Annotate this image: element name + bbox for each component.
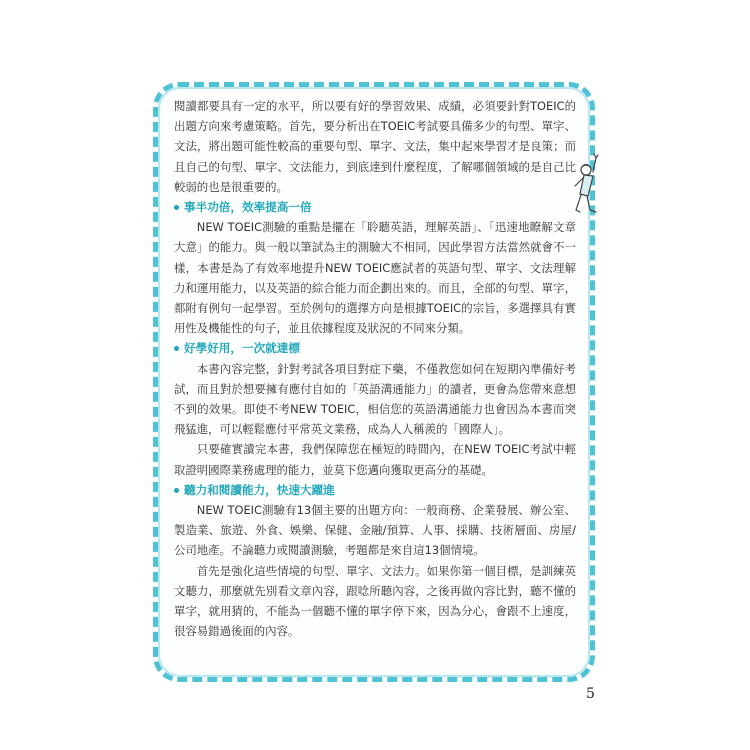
bullet-dot-icon xyxy=(174,346,179,351)
body-paragraph: NEW TOEIC測驗的重點是擺在「聆聽英語，理解英語」、「迅速地瞭解文章大意」的能力。與一般以筆試為主的測驗大不相同，因此學習方法當然就會不一樣，本書是為了有效率地提升NEW TOEIC應試者的英語句型、單字、文法理解力和運用能力，以及英語的綜合能力而企劃出來的。而且，全部的句型、單字，都附有例句一起學習。至於例句的選擇方向是根據TOEIC的宗旨，多選擇具有實用性及機能性的句子，並且依據程度及狀況的不同來分類。 xyxy=(174,220,576,336)
bullet-dot-icon xyxy=(174,488,179,493)
body-paragraph: 只要確實讀完本書，我們保障您在極短的時間內，在NEW TOEIC考試中輕取證明國際業務處理的能力，並莫下您邁向獲取更高分的基礎。 xyxy=(174,442,576,477)
bullet-dot-icon xyxy=(174,205,179,210)
cheering-person-icon xyxy=(566,150,610,230)
body-paragraph: 本書內容完整，針對考試各項目對症下藥，不僅教您如何在短期內準備好考試，而且對於想要擁有應付自如的「英語溝通能力」的讀者，更會為您帶來意想不到的效果。即使不考NEW TOEIC，相信您的英語溝通能力也會因為本書而突飛猛進，可以輕鬆應付平常英文業務，成為人人稱羨的「國際人」。 xyxy=(174,361,576,437)
section-heading-text: 好學好用，一次就達標 xyxy=(184,341,300,356)
section-heading xyxy=(174,338,576,358)
section-heading xyxy=(174,197,576,217)
body-paragraph: 首先是強化這些情境的句型、單字、文法力。如果你第一個目標，是訓練英文聽力，那麼就先別看文章內容，跟唸所聽內容，之後再做內容比對，聽不懂的單字，就用猜的，不能為一個聽不懂的單字停下來，因為分心，會跟不上速度，很容易錯過後面的內容。 xyxy=(174,563,576,639)
section-heading-text: 事半功倍，效率提高一倍 xyxy=(184,200,312,215)
page-content xyxy=(174,96,576,641)
body-paragraph: NEW TOEIC測驗有13個主要的出題方向：一般商務、企業發展、辦公室、製造業、旅遊、外食、娛樂、保健、金融/預算、人事、採購、技術層面、房屋/公司地產。不論聽力或閱讀測驗，考題都是來自這13個情境。 xyxy=(174,503,576,558)
page-number: 5 xyxy=(586,686,595,702)
section-heading xyxy=(174,480,576,500)
intro-paragraph: 閱讀都要具有一定的水平，所以要有好的學習效果、成績，必須要針對TOEIC的出題方向來考慮策略。首先，要分析出在TOEIC考試要具備多少的句型、單字、文法，將出題可能性較高的重要句型、單字、文法，集中起來學習才是良策；而且自己的句型、單字、文法能力，到底達到什麼程度，了解哪個領域的是自己比較弱的也是很重要的。 xyxy=(174,99,576,194)
section-heading-text: 聽力和閱讀能力，快速大躍進 xyxy=(184,482,335,497)
